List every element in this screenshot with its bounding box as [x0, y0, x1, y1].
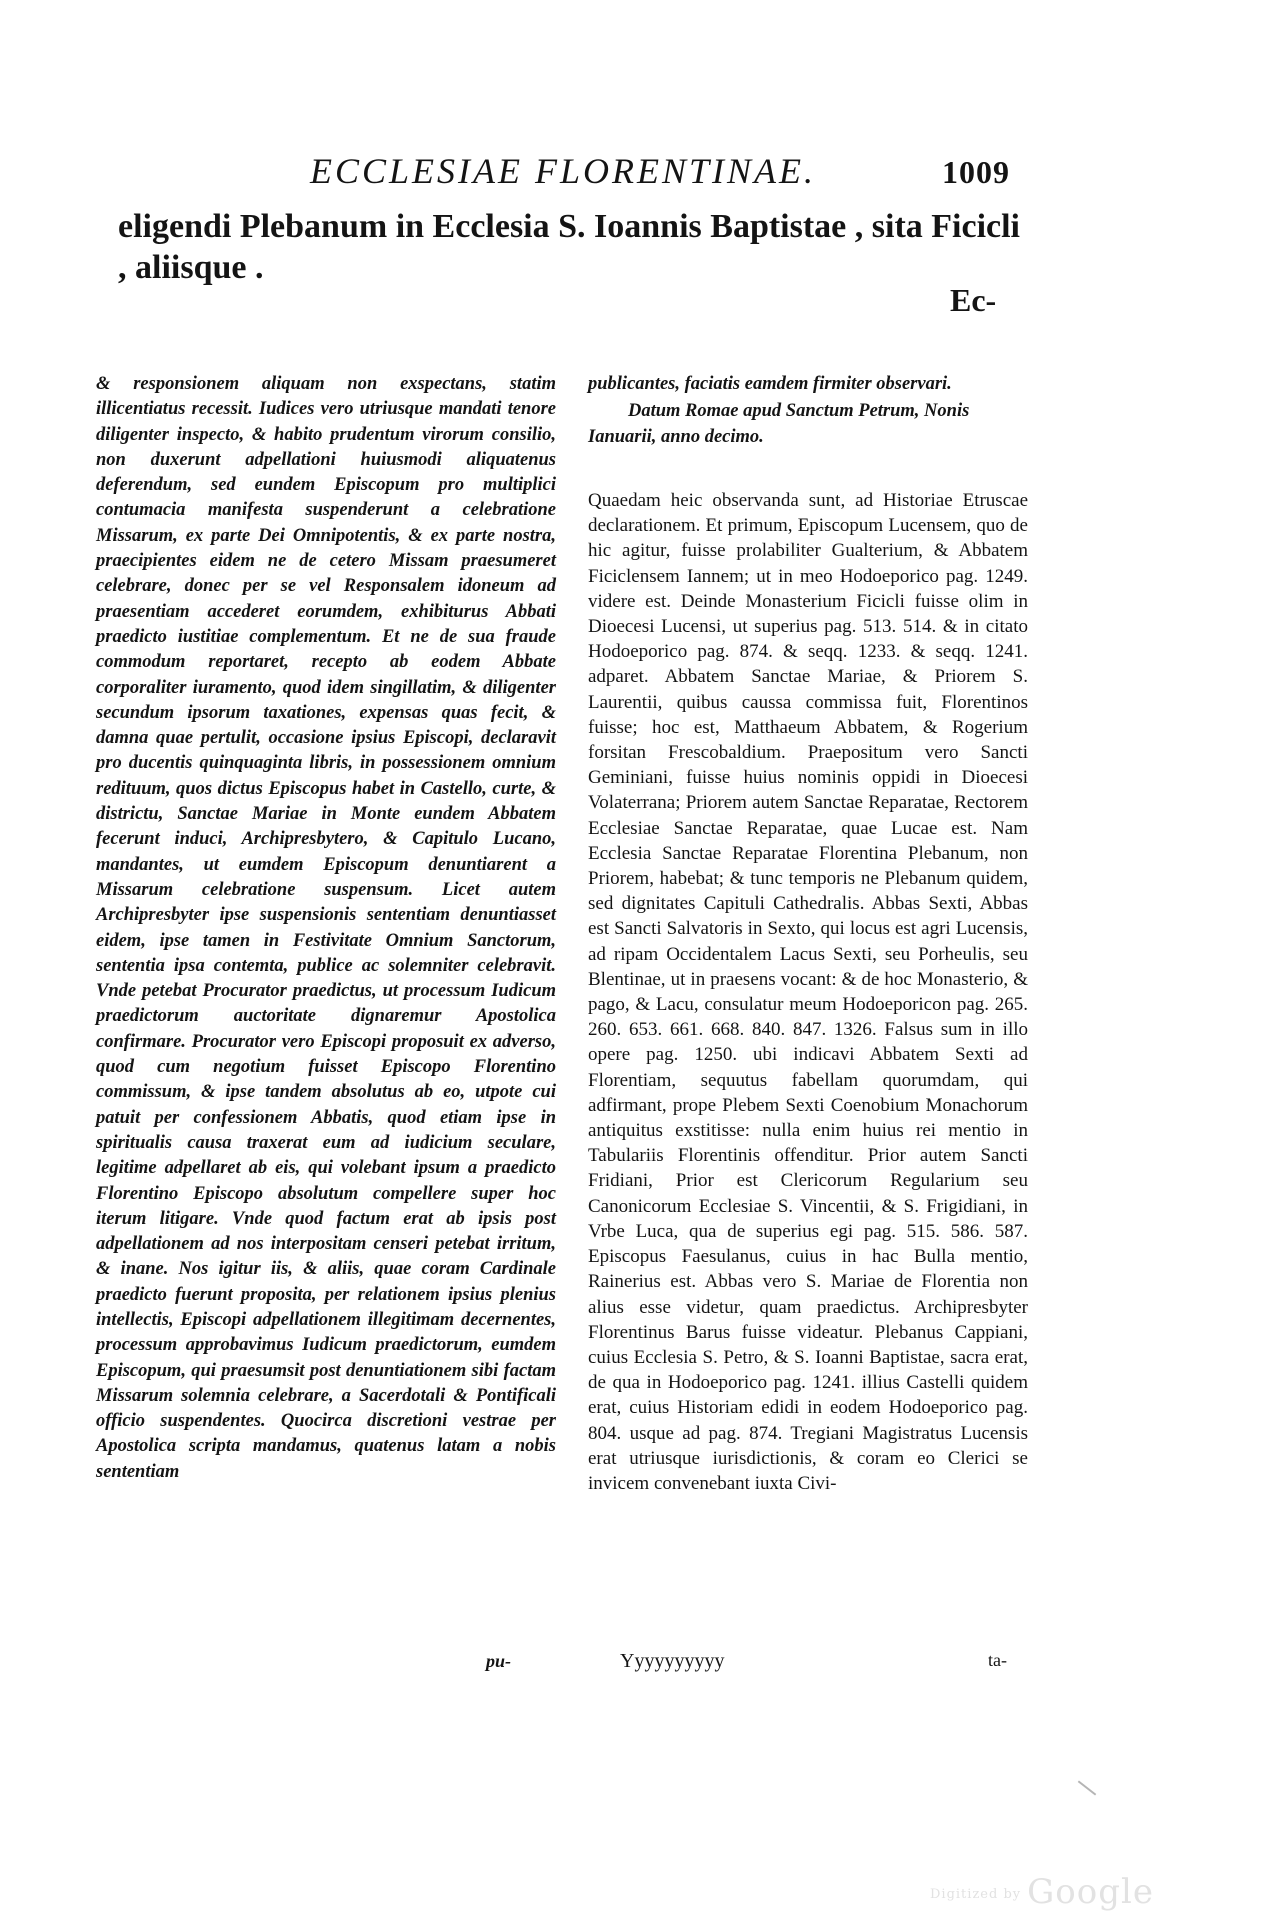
right-column-top [588, 372, 1028, 450]
right-column-continuation: publicantes, faciatis eamdem firmiter observari. [588, 374, 952, 394]
left-column-text: & responsionem aliquam non exspectans, statim illicentiatus recessit. Iudices vero utriusque mandati tenore diligenter inspecto, & habito prudentum virorum consilio, non duxerunt adpellationi huiusmodi aliquatenus deferendum, sed eundem Episcopum pro multiplici contumacia manifesta suspenderunt a celebratione Missarum, ex parte Dei Omnipotentis, & ex parte nostra, praecipientes eidem ne de cetero Missam praesumeret celebrare, donec per se vel Responsalem idoneum ad praesentiam accederet eorumdem, exhibiturus Abbati praedicto iustitiae complementum. Et ne de sua fraude commodum reportaret, recepto ab eodem Abbate corporaliter iuramento, quod idem singillatim, & diligenter secundum ipsorum taxationes, expensas quas fecit, & damna quae pertulit, occasione ipsius Episcopi, declaravit pro ducentis quinquaginta libris, in possessionem omnium redituum, quos dictus Episcopus habet in Castello, curte, & districtu, Sanctae Mariae in Monte eundem Abbatem fecerunt induci, Archipresbytero, & Capitulo Lucano, mandantes, ut eumdem Episcopum denuntiarent a Missarum celebratione suspensum. Licet autem Archipresbyter ipse suspensionis sententiam denuntiasset eidem, ipse tamen in Festivitate Omnium Sanctorum, sententia ipsa contemta, publice ac solemniter celebravit. Vnde petebat Procurator praedictus, ut processum Iudicum praedictorum auctoritate dignaremur Apostolica confirmare. Procurator vero Episcopi proposuit ex adverso, quod cum negotium fuisset Episcopo Florentino commissum, & ipse tandem absolutus ab eo, utpote cui patuit per confessionem Abbatis, quod etiam ipse in spiritualis causa traxerat eum ad iudicium seculare, legitime adpellaret ab eis, qui volebant ipsum a praedicto Florentino Episcopo absolutum compellere super hoc iterum litigare. Vnde quod factum erat ab ipsis post adpellationem ad nos interpositam censeri petebat irritum, & inane. Nos igitur iis, & aliis, quae coram Cardinale praedicto fuerunt proposita, per relationem ipsius plenius intellectis, Episcopi adpellationem illegitimam decernentes, processum approbavimus Iudicum praedictorum, eumdem Episcopum, qui praesumsit post denuntiationem sibi factam Missarum solemnia celebrare, a Sacerdotali & Pontificali officio suspendentes. Quocirca discretioni vestrae per Apostolica scripta mandamus, quatenus latam a nobis sententiam [96, 374, 556, 1482]
catchword-left: pu- [486, 1651, 512, 1671]
running-head-title: ECCLESIAE FLORENTINAE. [310, 151, 816, 191]
catchword-top: Ec- [950, 282, 997, 318]
signature-mark: Yyyyyyyyyy [620, 1650, 725, 1672]
catchword-right: ta- [988, 1650, 1007, 1670]
stray-mark [1078, 1780, 1097, 1795]
page-number: 1009 [942, 154, 1010, 190]
watermark-logo: Google [1027, 1872, 1154, 1912]
heading-line: eligendi Plebanum in Ecclesia S. Ioannis Baptistae , sita Ficicli , aliisque . [118, 208, 1020, 286]
google-watermark [930, 1872, 1154, 1912]
dated-line: Datum Romae apud Sanctum Petrum, Nonis Ianuarii, anno decimo. [588, 401, 970, 447]
watermark-prefix: Digitized by [930, 1886, 1022, 1902]
right-column-text: Quaedam heic observanda sunt, ad Historiae Etruscae declarationem. Et primum, Episcopum Lucensem, quo de hic agitur, fuisse prolabiliter Gualterium, & Abbatem Ficiclensem Iannem; ut in meo Hodoeporico pag. 1249. videre est. Deinde Monasterium Ficicli fuisse olim in Dioecesi Lucensi, ut superius pag. 513. 514. & in citato Hodoeporico pag. 874. & seqq. 1233. & seqq. 1241. adparet. Abbatem Sanctae Mariae, & Priorem S. Laurentii, quibus caussa commissa fuit, Florentinos fuisse; hoc est, Matthaeum Abbatem, & Rogerium forsitan Frescobaldium. Praepositum vero Sancti Geminiani, fuisse huius nominis oppidi in Dioecesi Volaterrana; Priorem autem Sanctae Reparatae, Rectorem Ecclesiae Sanctae Reparatae, quae Lucae est. Nam Ecclesia Sanctae Reparatae Florentina Plebanum, non Priorem, habebat; & tunc temporis ne Plebanum quidem, sed dignitates Capituli Cathedralis. Abbas Sexti, Abbas est Sancti Salvatoris in Sexto, qui locus est agri Lucensis, ad ripam Occidentalem Lacus Sexti, seu Porheulis, seu Blentinae, ut in praesens vocant: & de hoc Monasterio, & pago, & Lacu, consulatur meum Hodoeporicon pag. 265. 260. 653. 661. 668. 840. 847. 1326. Falsus sum in illo opere pag. 1250. ubi indicavi Abbatem Sexti ad Florentiam, sequutus fabellam quorumdam, qui adfirmant, prope Plebem Sexti Coenobium Monachorum antiquitus exstitisse: nulla enim huius rei mentio in Tabulariis Florentinis offenditur. Prior autem Sancti Fridiani, Prior est Clericorum Regularium seu Canonicorum Ecclesiae S. Vincentii, & S. Frigidiani, in Vrbe Luca, qua de superius egi pag. 515. 586. 587. Episcopus Faesulanus, cuius in hac Bulla mentio, Rainerius est. Abbas vero S. Mariae de Florentia non alius esse videtur, quam praedictus. Archipresbyter Florentinus Barus fuisse videatur. Plebanus Cappiani, cuius Ecclesia S. Petro, & S. Ioanni Baptistae, sacra erat, de qua in Hodoeporico pag. 1241. illius Castelli quidem erat, cuius Historiam edidi in eodem Hodoeporico pag. 804. usque ad pag. 874. Tregiani Magistratus Lucensis erat utriusque iurisdictionis, & coram eo Clerici se invicem convenebant iuxta Civi- [588, 490, 1028, 1494]
running-head [310, 150, 1010, 192]
